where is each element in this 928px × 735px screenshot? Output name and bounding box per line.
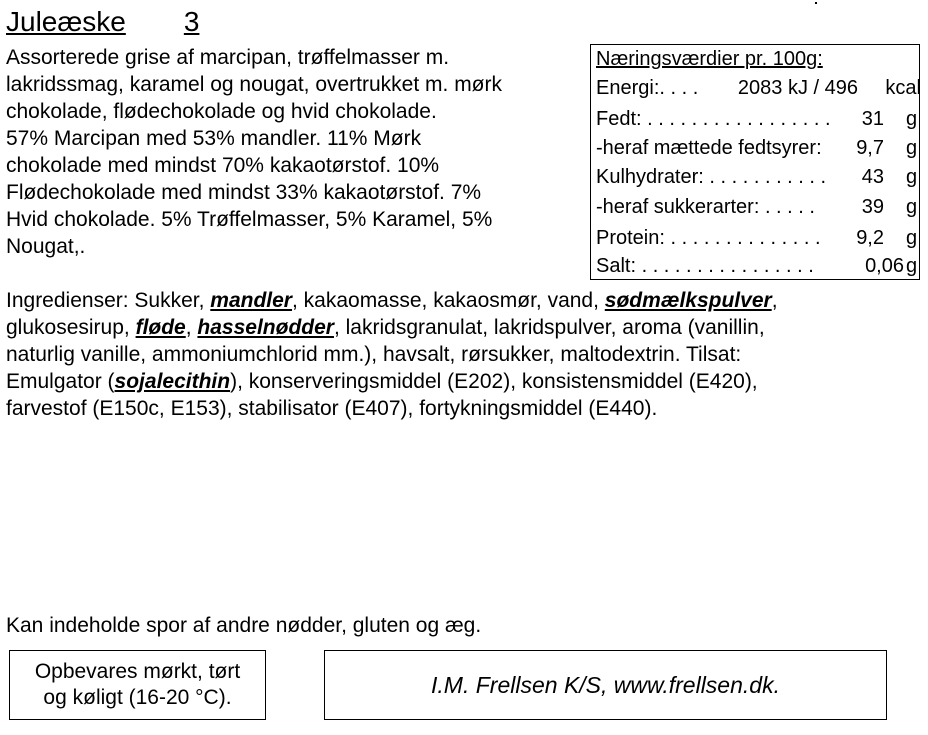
product-title: [6, 6, 199, 38]
description-line: Flødechokolade med mindst 33% kakaotørstof. 7%: [6, 181, 482, 204]
ingredients-text: ,: [771, 289, 778, 312]
nutrition-row-carbs: [596, 166, 918, 194]
nutrition-unit: g: [906, 137, 918, 159]
speck-mark: [815, 2, 817, 4]
nutrition-header: Næringsværdier pr. 100g:: [596, 48, 823, 70]
description-line: chokolade, flødechokolade og hvid chokolade.: [6, 100, 437, 123]
producer-info: [324, 650, 887, 720]
allergen-almonds: mandler: [210, 289, 292, 312]
nutrition-unit: g: [906, 196, 918, 218]
product-name: Juleæske: [6, 6, 126, 37]
producer-text: I.M. Frellsen K/S, www.frellsen.dk.: [431, 671, 780, 698]
ingredients-text: glukosesirup,: [6, 316, 136, 339]
ingredients-line: [6, 368, 916, 395]
nutrition-row-sugars: [596, 196, 918, 224]
storage-instructions: [9, 650, 266, 720]
nutrition-label: Energi:. . . .: [596, 77, 699, 99]
description-line: 57% Marcipan med 53% mandler. 11% Mørk: [6, 127, 422, 150]
ingredients-line: farvestof (E150c, E153), stabilisator (E407), fortykningsmiddel (E440).: [6, 397, 658, 420]
nutrition-value: 9,7: [856, 137, 884, 159]
nutrition-value: 2083 kJ / 496: [737, 77, 858, 99]
allergen-soy-lecithin: sojalecithin: [114, 370, 231, 393]
allergen-cream: fløde: [135, 316, 186, 339]
nutrition-label: -heraf sukkerarter: . . . . .: [596, 196, 815, 218]
nutrition-unit: g: [906, 255, 918, 277]
nutrition-label: Salt: . . . . . . . . . . . . . . . .: [596, 255, 814, 277]
storage-line: og køligt (16-20 °C).: [43, 686, 232, 709]
nutrition-value: 39: [861, 196, 884, 218]
nutrition-table: [590, 44, 920, 280]
product-description: [6, 44, 576, 260]
nutrition-label: Kulhydrater: . . . . . . . . . . .: [596, 166, 827, 188]
nutrition-unit: g: [906, 108, 918, 130]
description-line: lakridssmag, karamel og nougat, overtrukket m. mørk: [6, 73, 503, 96]
ingredients-text: , lakridsgranulat, lakridspulver, aroma (vanillin,: [333, 316, 765, 339]
product-number: 3: [183, 6, 200, 37]
nutrition-value: 0,06: [865, 255, 904, 277]
nutrition-row-saturated: [596, 137, 918, 165]
nutrition-row-protein: [596, 227, 918, 255]
ingredients-text: Ingredienser: Sukker,: [6, 289, 211, 312]
description-line: Nougat,.: [6, 235, 86, 258]
description-line: Assorterede grise af marcipan, trøffelmasser m.: [6, 46, 450, 69]
nutrition-label: Protein: . . . . . . . . . . . . . .: [596, 227, 821, 249]
ingredients-text: , kakaomasse, kakaosmør, vand,: [291, 289, 605, 312]
allergen-milk-powder: sødmælkspulver: [604, 289, 772, 312]
storage-line: Opbevares mørkt, tørt: [34, 660, 241, 683]
nutrition-row-salt: [596, 255, 918, 283]
nutrition-row-fat: [596, 108, 918, 136]
allergen-hazelnuts: hasselnødder: [197, 316, 334, 339]
ingredients-list: [6, 287, 916, 422]
ingredients-line: [6, 314, 916, 341]
nutrition-value: 43: [861, 166, 884, 188]
traces-warning: Kan indeholde spor af andre nødder, gluten og æg.: [6, 614, 482, 637]
nutrition-unit: kcal: [885, 77, 921, 99]
nutrition-unit: g: [906, 166, 918, 188]
description-line: chokolade med mindst 70% kakaotørstof. 10%: [6, 154, 440, 177]
nutrition-value: 31: [861, 108, 884, 130]
nutrition-value: 9,2: [856, 227, 884, 249]
nutrition-unit: g: [906, 227, 918, 249]
ingredients-text: ,: [185, 316, 198, 339]
ingredients-line: [6, 287, 916, 314]
nutrition-label: -heraf mættede fedtsyrer:: [596, 137, 822, 159]
ingredients-text: ), konserveringsmiddel (E202), konsistensmiddel (E420),: [230, 370, 758, 393]
ingredients-text: Emulgator (: [6, 370, 115, 393]
nutrition-row-energy: [596, 77, 921, 105]
nutrition-label: Fedt: . . . . . . . . . . . . . . . . .: [596, 108, 831, 130]
description-line: Hvid chokolade. 5% Trøffelmasser, 5% Karamel, 5%: [6, 208, 493, 231]
ingredients-line: naturlig vanille, ammoniumchlorid mm.), havsalt, rørsukker, maltodextrin. Tilsat:: [6, 343, 742, 366]
